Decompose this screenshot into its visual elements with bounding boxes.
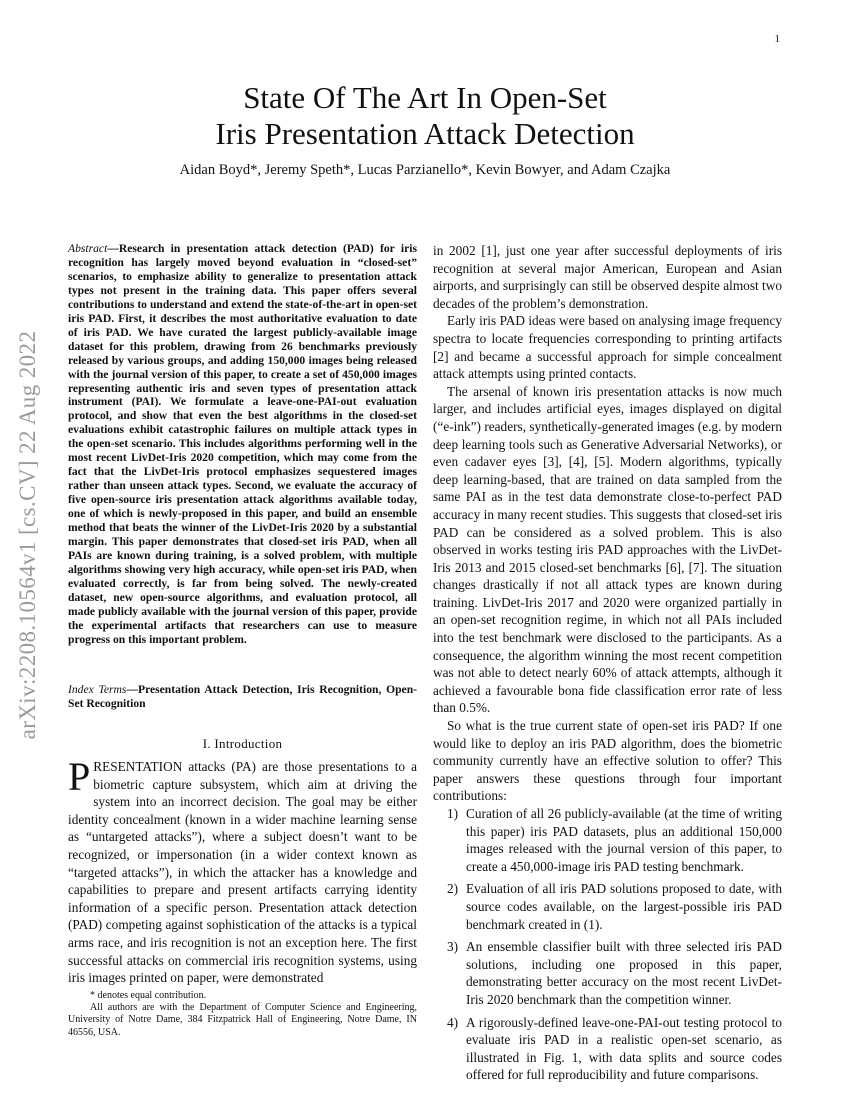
contribution-item xyxy=(433,938,782,1008)
author-list: Aidan Boyd*, Jeremy Speth*, Lucas Parzianello*, Kevin Bowyer, and Adam Czajka xyxy=(179,162,671,178)
right-paragraph-4: So what is the true current state of open-set iris PAD? If one would like to deploy an iris PAD algorithm, does the biometric community currently have an effective solution to offer? This paper answers these questions through four important contributions: xyxy=(433,718,782,804)
contribution-item xyxy=(433,1014,782,1084)
item-number: 4) xyxy=(447,1014,459,1030)
item-text: A rigorously-defined leave-one-PAI-out testing protocol to evaluate iris PAD in a realistic open-set scenario, as illustrated in Fig. 1, with data splits and source codes offered for full reproducibility and future comparisons. xyxy=(466,1014,782,1083)
arxiv-stamp-text: arXiv:2208.10564v1 [cs.CV] 22 Aug 2022 xyxy=(15,330,40,740)
paper-title xyxy=(0,80,850,152)
footnote-equal-contribution: * denotes equal contribution. xyxy=(90,990,207,1001)
item-number: 3) xyxy=(447,939,459,955)
drop-cap: P xyxy=(68,754,91,799)
right-column xyxy=(433,242,782,1089)
abstract-text: —Research in presentation attack detection (PAD) for iris recognition has largely moved beyond evaluation in “closed-set” scenarios, to emphasize ability to generalize to presentation attack types not present in the training data. This paper offers several contributions to understand and extend the state-of-the-art in open-set iris PAD. First, it describes the most authoritative evaluation to date of iris PAD. We have curated the largest publicly-available image dataset for this problem, drawing from 26 benchmarks previously released by various groups, and adding 150,000 images being released with the journal version of this paper, to create a set of 450,000 images representing authentic iris and seven types of presentation attack instrument (PAI). We formulate a leave-one-PAI-out evaluation protocol, and show that even the best algorithms in the closed-set evaluations exhibit catastrophic failures on multiple attack types in the open-set scenario. This includes algorithms performing well in the most recent LivDet-Iris 2020 competition, which may come from the fact that the LivDet-Iris protocol emphasizes sequestered images rather than unseen attack types. Second, we evaluate the accuracy of five open-source iris presentation attack algorithms available today, one of which is newly-proposed in this paper, and build an ensemble method that beats the winner of the LivDet-Iris 2020 by a substantial margin. This paper demonstrates that closed-set iris PAD, when all PAIs are known during training, is a solved problem, with multiple algorithms showing very high accuracy, while open-set iris PAD, when evaluated correctly, is far from being solved. The newly-created dataset, new open-source algorithms, and evaluation protocol, all made publicly available with the journal version of this paper, provide the experimental artifacts that researchers can use to measure progress on this important problem. xyxy=(68,242,417,646)
footnote-affiliation: All authors are with the Department of Computer Science and Engineering, University of Notre Dame, 384 Fitzpatrick Hall of Engineering, Notre Dame, IN 46556, USA. xyxy=(68,1002,417,1038)
index-terms-label: Index Terms xyxy=(68,683,127,696)
title-line-1: State Of The Art In Open-Set xyxy=(243,80,607,115)
abstract xyxy=(68,242,417,647)
section-heading-introduction: I. Introduction xyxy=(202,736,283,751)
abstract-label: Abstract xyxy=(68,242,108,255)
introduction-body xyxy=(68,754,417,987)
footnotes xyxy=(68,990,417,1039)
contribution-item xyxy=(433,880,782,933)
introduction-paragraph xyxy=(68,754,417,987)
index-terms xyxy=(68,683,417,711)
page-number: 1 xyxy=(774,33,780,45)
right-paragraph-3: The arsenal of known iris presentation attacks is now much larger, and includes artificial eyes, images displayed on digital (“e-ink”) readers, synthetically-generated images (e.g. by modern deep learning tools such as Generative Adversarial Networks), or even cadaver eyes [3], [4], [5]. Modern algorithms, typically deep learning-based, that are trained on data sampled from the same PAI as in the test data demonstrate close-to-perfect PAD accuracy in many recent studies. This suggests that closed-set iris PAD can be considered as a solved problem. This is also observed in works testing iris PAD approaches with the LivDet-Iris 2013 and 2015 closed-set benchmarks [6], [7]. The situation changes drastically if not all attack types are known during training. LivDet-Iris 2017 and 2020 were organized partially in an open-set recognition regime, in which not all PAIs included into the test benchmark were disclosed to the participants. As a consequence, the algorithm winning the most recent competition was not able to detect nearly 60% of attack attempts, although it achieved a favourable bona fide classification error rate of less than 0.5%. xyxy=(433,383,782,716)
item-text: Curation of all 26 publicly-available (at the time of writing this paper) iris PAD datasets, plus an additional 150,000 images released with the journal version of this paper, to create a 450,000-image iris PAD testing benchmark. xyxy=(466,806,782,874)
index-terms-text: —Presentation Attack Detection, Iris Recognition, Open-Set Recognition xyxy=(68,683,417,710)
right-paragraph-2: Early iris PAD ideas were based on analysing image frequency spectra to locate frequencies corresponding to printing artifacts [2] and became a successful approach for simple concealment attack attempts using printed contacts. xyxy=(433,313,782,382)
contributions-list xyxy=(433,805,782,1084)
introduction-text: RESENTATION attacks (PA) are those presentations to a biometric capture subsystem, which aim at driving the system into an incorrect decision. The goal may be either identity concealment (known in a wider machine learning sense as “untargeted attacks”), where a subject doesn’t want to be recognized, or impersonation (in a wider context known as “targeted attacks”), in which the attacker has a knowledge and capabilities to prepare and present artifacts carrying identity information of a specific person. Presentation attack detection (PAD) competing against sophistication of the attacks is a typical arms race, and iris recognition is not an exception here. The first successful attacks on commercial iris recognition systems, using iris images printed on paper, were demonstrated xyxy=(68,759,417,986)
item-number: 2) xyxy=(447,881,459,897)
arxiv-stamp xyxy=(6,290,50,780)
item-text: Evaluation of all iris PAD solutions proposed to date, with source codes available, on the largest-possible iris PAD benchmark created in (1). xyxy=(466,881,782,932)
item-text: An ensemble classifier built with three selected iris PAD solutions, including one proposed in this paper, demonstrating better accuracy on the most recent LivDet-Iris 2020 benchmark than the competition winner. xyxy=(466,939,782,1007)
item-number: 1) xyxy=(447,806,459,821)
contribution-item xyxy=(433,805,782,875)
title-line-2: Iris Presentation Attack Detection xyxy=(215,116,635,151)
right-paragraph-1: in 2002 [1], just one year after successful deployments of iris recognition at several major American, European and Asian airports, and surprisingly can still be observed despite almost two decades of the problem’s demonstration. xyxy=(433,243,782,311)
